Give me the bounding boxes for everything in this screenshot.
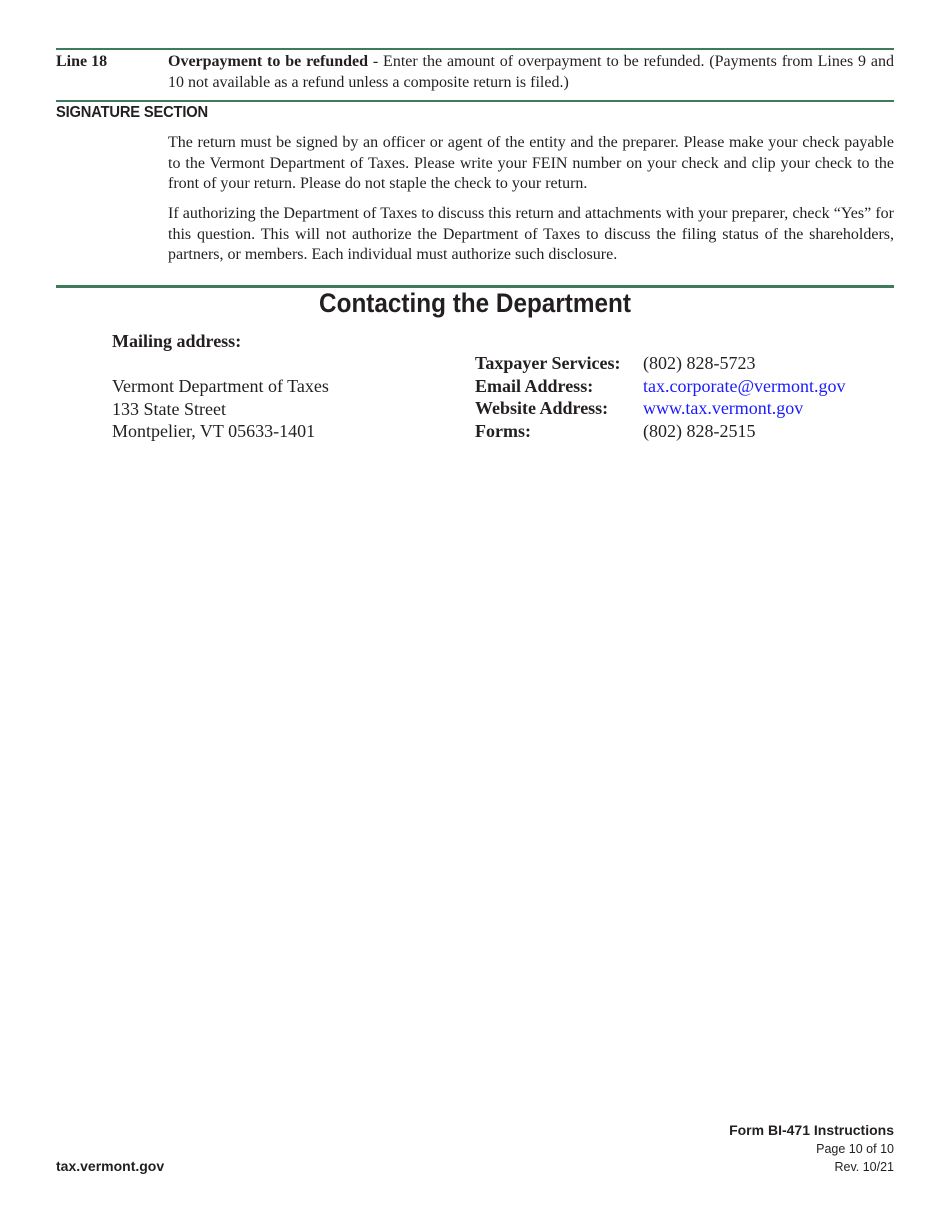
contact-row-forms <box>475 420 846 443</box>
contact-label: Website Address: <box>475 398 609 418</box>
line-18-label: Line 18 <box>56 53 108 70</box>
line-18-instruction <box>56 51 894 93</box>
email-link[interactable]: tax.corporate@vermont.gov <box>643 375 846 396</box>
mailing-address <box>112 375 329 443</box>
footer-revision: Rev. 10/21 <box>834 1160 894 1174</box>
contact-row-email <box>475 375 846 398</box>
footer-form-name: Form BI-471 Instructions <box>729 1122 894 1138</box>
contact-row-taxpayer-services <box>475 352 846 375</box>
address-line: 133 State Street <box>112 398 226 419</box>
contact-label: Forms: <box>475 420 531 441</box>
contact-label: Email Address: <box>475 375 594 396</box>
contact-info-table <box>475 352 846 442</box>
contact-row-website <box>475 397 846 420</box>
mailing-address-label: Mailing address: <box>112 331 242 351</box>
website-link[interactable]: www.tax.vermont.gov <box>643 398 804 418</box>
address-line: Montpelier, VT 05633-1401 <box>112 421 316 441</box>
taxpayer-services-phone: (802) 828-5723 <box>643 353 756 373</box>
signature-paragraph-2: If authorizing the Department of Taxes to discuss this return and attachments with your preparer, check “Yes” for this question. This will not authorize the Department of Taxes to discuss the filing status of the shareholders, partners, or members. Each individual must authorize such disclosure. <box>168 205 894 263</box>
signature-section-heading: SIGNATURE SECTION <box>56 104 208 121</box>
contact-label: Taxpayer Services: <box>475 353 621 373</box>
line-18-title: Overpayment to be refunded <box>168 53 369 70</box>
signature-paragraph-1: The return must be signed by an officer or agent of the entity and the preparer. Please make your check payable to the Vermont Department of Taxes. Please write your FEIN number on your check and clip your check to the front of your return. Please do not staple the check to your return. <box>168 134 894 192</box>
footer-page-number: Page 10 of 10 <box>816 1142 894 1156</box>
contact-title: Contacting the Department <box>319 288 631 318</box>
footer-form-info <box>729 1121 894 1176</box>
address-line: Vermont Department of Taxes <box>112 376 329 396</box>
forms-phone: (802) 828-2515 <box>643 420 756 441</box>
section-rule <box>56 100 894 102</box>
top-rule <box>56 48 894 50</box>
footer-website: tax.vermont.gov <box>56 1158 165 1174</box>
line-18-text: - Enter the amount of overpayment to be refunded. (Payments from Lines 9 and 10 not available as a refund unless a composite return is filed.) <box>168 53 895 91</box>
